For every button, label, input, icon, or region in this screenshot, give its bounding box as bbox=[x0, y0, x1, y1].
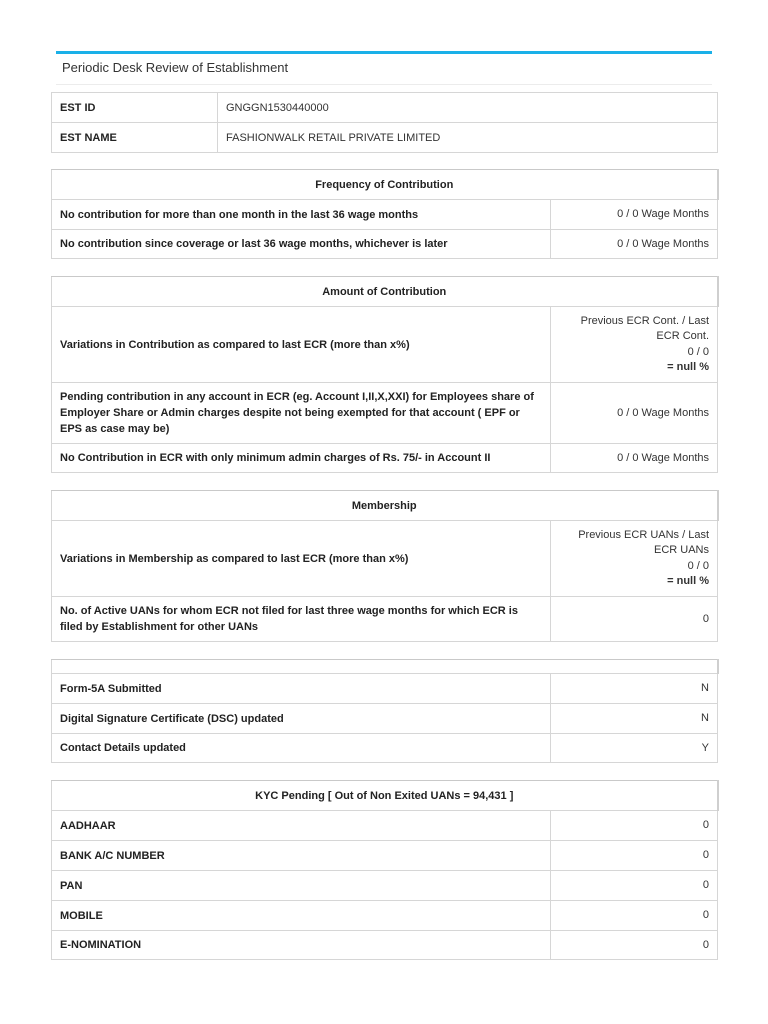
row-value: 0 / 0 Wage Months bbox=[551, 444, 718, 473]
row-label: PAN bbox=[52, 871, 551, 901]
variation-ratio: 0 / 0 bbox=[687, 559, 710, 572]
compliance-table bbox=[51, 659, 719, 763]
table-row bbox=[52, 674, 718, 704]
table-row bbox=[52, 871, 718, 901]
page-title: Periodic Desk Review of Establishment bbox=[62, 60, 289, 75]
row-value: N bbox=[551, 704, 718, 734]
establishment-table bbox=[51, 92, 718, 153]
row-label: MOBILE bbox=[52, 901, 551, 931]
row-label: BANK A/C NUMBER bbox=[52, 841, 551, 871]
row-label: Pending contribution in any account in ECR (eg. Account I,II,X,XXI) for Employees share of Employer Share or Admin charges despite not being exempted for that account ( EPF or EPS as case may be) bbox=[52, 383, 551, 444]
table-row bbox=[52, 931, 718, 960]
frequency-table bbox=[51, 169, 719, 259]
row-value: 0 bbox=[551, 901, 718, 931]
variation-line: Previous ECR UANs / Last bbox=[578, 528, 710, 541]
frequency-header: Frequency of Contribution bbox=[52, 170, 718, 200]
variation-line: ECR Cont. bbox=[656, 330, 709, 342]
row-label: No contribution since coverage or last 36 wage months, whichever is later bbox=[52, 230, 551, 259]
header-accent-bar bbox=[56, 51, 712, 54]
row-label: Variations in Membership as compared to last ECR (more than x%) bbox=[52, 521, 551, 597]
amount-header: Amount of Contribution bbox=[52, 277, 718, 307]
table-row bbox=[52, 811, 718, 841]
table-row bbox=[52, 123, 718, 153]
row-label: No. of Active UANs for whom ECR not filed for last three wage months for which ECR is filed by Establishment for other UANs bbox=[52, 597, 551, 642]
est-id-value: GNGGN1530440000 bbox=[218, 93, 718, 123]
row-label: Variations in Contribution as compared to last ECR (more than x%) bbox=[52, 307, 551, 383]
est-id-label: EST ID bbox=[52, 93, 218, 123]
table-row bbox=[52, 901, 718, 931]
table-row bbox=[52, 597, 718, 642]
variation-line: ECR UANs bbox=[654, 544, 710, 556]
row-value: 0 bbox=[551, 931, 718, 960]
row-value: 0 / 0 Wage Months bbox=[551, 383, 718, 444]
row-label: AADHAAR bbox=[52, 811, 551, 841]
est-name-label: EST NAME bbox=[52, 123, 218, 153]
membership-table bbox=[51, 490, 719, 642]
row-value: 0 / 0 Wage Months bbox=[551, 200, 718, 230]
table-row bbox=[52, 704, 718, 734]
membership-header: Membership bbox=[52, 491, 718, 521]
variation-line: Previous ECR Cont. / Last bbox=[580, 314, 709, 327]
title-divider bbox=[56, 84, 712, 85]
row-label: No Contribution in ECR with only minimum admin charges of Rs. 75/- in Account II bbox=[52, 444, 551, 473]
row-value: 0 bbox=[551, 811, 718, 841]
row-label: E-NOMINATION bbox=[52, 931, 551, 960]
table-row bbox=[52, 444, 718, 473]
row-value: Y bbox=[551, 734, 718, 763]
row-value: N bbox=[551, 674, 718, 704]
kyc-table bbox=[51, 780, 719, 960]
table-row bbox=[52, 93, 718, 123]
row-value: 0 bbox=[551, 597, 718, 642]
row-label: Form-5A Submitted bbox=[52, 674, 551, 704]
row-label: No contribution for more than one month in the last 36 wage months bbox=[52, 200, 551, 230]
kyc-header: KYC Pending [ Out of Non Exited UANs = 94,431 ] bbox=[52, 781, 718, 811]
row-value: 0 / 0 Wage Months bbox=[551, 230, 718, 259]
est-name-value: FASHIONWALK RETAIL PRIVATE LIMITED bbox=[218, 123, 718, 153]
table-row bbox=[52, 230, 718, 259]
row-value: 0 bbox=[551, 871, 718, 901]
amount-table bbox=[51, 276, 719, 473]
table-row bbox=[52, 200, 718, 230]
row-label: Digital Signature Certificate (DSC) updated bbox=[52, 704, 551, 734]
table-row bbox=[52, 734, 718, 763]
contribution-variation-value bbox=[551, 307, 718, 383]
row-label: Contact Details updated bbox=[52, 734, 551, 763]
table-row bbox=[52, 521, 718, 597]
table-row bbox=[52, 307, 718, 383]
variation-percent: = null % bbox=[667, 575, 710, 587]
membership-variation-value bbox=[551, 521, 718, 597]
variation-percent: = null % bbox=[667, 361, 709, 373]
compliance-header bbox=[52, 660, 718, 674]
table-row bbox=[52, 383, 718, 444]
row-value: 0 bbox=[551, 841, 718, 871]
variation-ratio: 0 / 0 bbox=[687, 345, 709, 358]
table-row bbox=[52, 841, 718, 871]
